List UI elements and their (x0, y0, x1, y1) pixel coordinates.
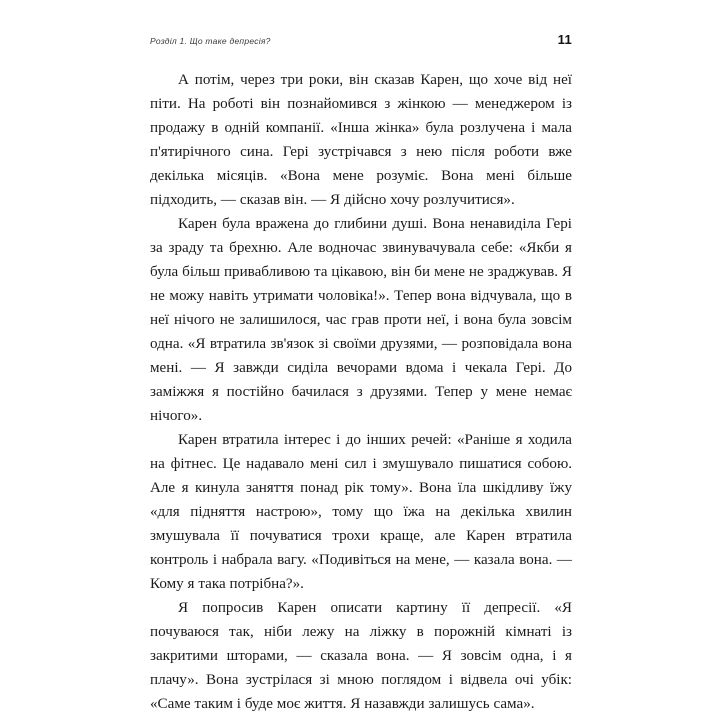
chapter-title: Розділ 1. Що таке депресія? (150, 36, 271, 46)
running-head (150, 32, 572, 50)
page-number: 11 (557, 32, 572, 47)
paragraph: Я попросив Карен описати картину її депресії. «Я почуваюся так, ніби лежу на ліжку в порожній кімнаті із закритими шторами, — сказала вона. — Я зовсім одна, і я плачу». Вона зустрілася зі мною поглядом і відвела очі убік: «Саме таким і буде моє життя. Я назавжди залишусь сама». (150, 600, 572, 712)
paragraph: Карен була вражена до глибини душі. Вона ненавиділа Гері за зраду та брехню. Але водночас звинувачувала себе: «Якби я була більш привабливою та цікавою, він би мене не зраджував. Я не можу навіть утримати чоловіка!». Тепер вона відчувала, що в неї нічого не залишилося, час грав проти неї, і вона була зовсім одна. «Я втратила зв'язок зі своїми друзями, — розповідала вона мені. — Я завжди сиділа вечорами вдома і чекала Гері. До заміжжя я постійно бачилася з друзями. Тепер у мене немає нічого». (150, 216, 572, 424)
paragraph: Карен втратила інтерес і до інших речей: «Раніше я ходила на фітнес. Це надавало мені сил і змушувало пишатися собою. Але я кинула заняття понад рік тому». Вона їла шкідливу їжу «для підняття настрою», тому що їжа на декілька хвилин змушувала її почуватися трохи краще, але Карен втратила контроль і набрала вагу. «Подивіться на мене, — казала вона. — Кому я така потрібна?». (150, 432, 572, 592)
body-text-block (150, 68, 572, 716)
paragraph: А потім, через три роки, він сказав Карен, що хоче від неї піти. На роботі він познайомився з жінкою — менеджером із продажу в одній компанії. «Інша жінка» була розлучена і мала п'ятирічного сина. Гері зустрічався з нею після роботи вже декілька місяців. «Вона мене розуміє. Вона мені більше підходить, — сказав він. — Я дійсно хочу розлучитися». (150, 72, 572, 208)
